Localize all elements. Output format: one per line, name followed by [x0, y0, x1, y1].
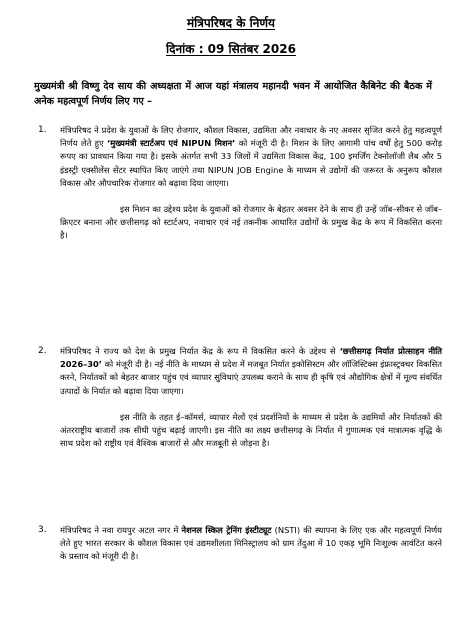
decision-content [60, 524, 442, 564]
decision-paragraph [60, 124, 442, 190]
decision-highlight: ‘मुख्यमंत्री स्टार्टअप एवं NIPUN मिशन’ [107, 138, 236, 149]
decision-item-3 [38, 524, 442, 564]
decision-content [60, 124, 442, 243]
decision-paragraph [60, 524, 442, 564]
decision-text: को मंजूरी दी है। मिशन के लिए आगामी पांच वर्षों हेतु 500 करोड़ रूपए का प्रावधान किया गया है। इसके अंतर्गत सभी 33 जिलों में उद्यमिता विकास केंद्र, 100 इमर्जिंग टेक्नोलॉजी लैब और 5 इंडस्ट्री एक्सीलेंस सेंटर स्थापित किए जाएंगे तथा NIPUN JOB Engine के माध्यम से उद्योगों की जरूरत के अनुरूप कौशल विकास और औपचारिक रोजगार को बढ़ावा दिया जाएगा। [60, 138, 443, 188]
decision-highlight: नेशनल स्किल ट्रेनिंग इंस्टीट्यूट [181, 525, 272, 535]
decision-text: मंत्रिपरिषद ने नवा रायपुर अटल नगर में [60, 525, 182, 535]
intro-paragraph: मुख्यमंत्री श्री विष्णु देव साय की अध्यक्षता में आज यहां मंत्रालय महानदी भवन में आयोजित कैबिनेट की बैठक में अनेक महत्वपूर्ण निर्णय लिए गए – [34, 80, 432, 107]
document-date [0, 42, 462, 56]
decision-paragraph [60, 345, 442, 398]
decision-item-1 [38, 124, 442, 243]
decision-number: 1. [38, 125, 47, 135]
decision-highlight: ‘छत्तीसगढ़ निर्यात प्रोत्साहन नीति 2026–30’ [60, 346, 442, 370]
document-date-text: दिनांक : 09 सितंबर 2026 [166, 42, 296, 56]
decision-text: मंत्रिपरिषद ने प्रदेश के युवाओं के लिए रोजगार, कौशल विकास, उद्यमिता और नवाचार के नए अवसर सृजित करने हेतु महत्वपूर्ण निर्णय लेते हुए [60, 125, 442, 149]
decision-number: 2. [38, 346, 47, 356]
decision-text: (NSTI) की स्थापना के लिए एक और महत्वपूर्ण निर्णय लेते हुए भारत सरकार के कौशल विकास एवं उद्यमशीलता मिनिस्ट्रालय को ग्राम तेंदुआ में 10 एकड़ भूमि निःशुल्क आवंटित करने के प्रस्ताव को मंजूरी दी है। [60, 525, 442, 562]
document-title [0, 16, 462, 30]
decision-item-2 [38, 345, 442, 450]
document-title-text: मंत्रिपरिषद के निर्णय [186, 16, 276, 30]
decision-text: को मंजूरी दी है। नई नीति के माध्यम से प्रदेश में मजबूत निर्यात इकोसिस्टम और लॉजिस्टिक्स इंफ्रास्ट्रक्चर विकसित करने, निर्यातकों को बेहतर बाजार पहुंच एवं व्यापार सुविधाएं उपलब्ध कराने के साथ ही कृषि एवं औद्योगिक क्षेत्रों में मूल्य संवर्धित उत्पादों के निर्यात को बढ़ावा दिया जाएगा। [60, 359, 442, 396]
decision-number: 3. [38, 525, 47, 535]
decision-detail-paragraph: इस मिशन का उद्देश्य प्रदेश के युवाओं को रोजगार के बेहतर अवसर देने के साथ ही उन्हें जॉब–सीकर से जॉब–क्रिएटर बनाना और छत्तीसगढ़ को स्टार्टअप, नवाचार एवं नई तकनीक आधारित उद्योगों के प्रमुख केंद्र के रूप में विकसित करना है। [60, 204, 442, 241]
decision-text: मंत्रिपरिषद ने राज्य को देश के प्रमुख निर्यात केंद्र के रूप में विकसित करने के उद्देश्य से [60, 346, 340, 356]
decision-content [60, 345, 442, 450]
decision-detail-paragraph: इस नीति के तहत ई–कॉमर्स, व्यापार मेलों एवं प्रदर्शनियों के माध्यम से प्रदेश के उद्यमियों और निर्यातकों की अंतरराष्ट्रीय बाजारों तक सीधी पहुंच बढ़ाई जाएगी। इस नीति का लक्ष्य छत्तीसगढ़ के निर्यात में गुणात्मक एवं मात्रात्मक वृद्धि के साथ प्रदेश को राष्ट्रीय एवं वैश्विक बाजारों से और मजबूती से जोड़ना है। [60, 411, 442, 449]
